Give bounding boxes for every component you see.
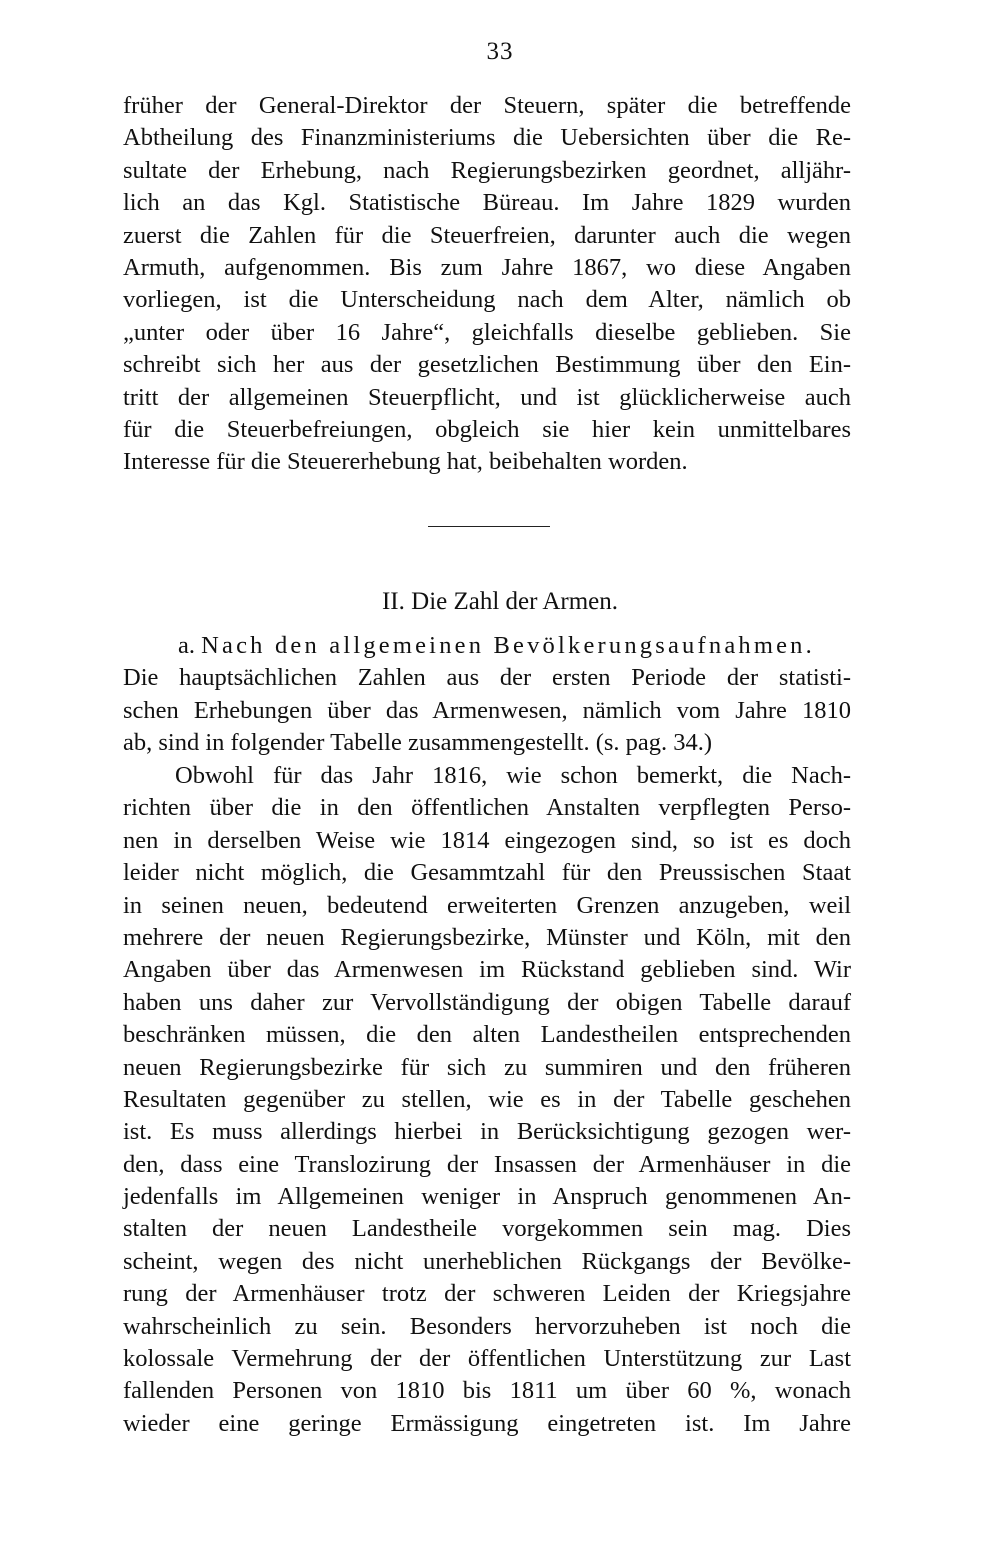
text-line: tritt der allgemeinen Steuerpflicht, und ist glücklicherweise auch [123, 383, 851, 411]
text-line: Abtheilung des Finanzministeriums die Uebersichten über die Re- [123, 124, 851, 152]
text-line: sultate der Erhebung, nach Regierungsbezirken geordnet, alljähr- [123, 156, 851, 184]
section-divider [428, 526, 550, 527]
text-line: Armuth, aufgenommen. Bis zum Jahre 1867, wo diese Angaben [123, 253, 851, 281]
text-line: kolossale Vermehrung der der öffentlichen Unterstützung zur Last [123, 1345, 851, 1373]
text-line: den, dass eine Translozirung der Insassen der Armenhäuser in die [123, 1150, 851, 1178]
subsection-heading [123, 630, 851, 662]
page-number: 33 [486, 38, 514, 65]
text-line: leider nicht möglich, die Gesammtzahl für den Preussischen Staat [123, 859, 851, 887]
paragraph-3 [123, 760, 851, 1440]
text-line: Resultaten gegenüber zu stellen, wie es in der Tabelle geschehen [123, 1085, 851, 1113]
text-line: lich an das Kgl. Statistische Büreau. Im Jahre 1829 wurden [123, 189, 851, 217]
text-line: fallenden Personen von 1810 bis 1811 um über 60 %, wonach [123, 1377, 851, 1405]
text-line: mehrere der neuen Regierungsbezirke, Münster und Köln, mit den [123, 923, 851, 951]
text-line: „unter oder über 16 Jahre“, gleichfalls dieselbe geblieben. Sie [123, 318, 851, 346]
text-line: schreibt sich her aus der gesetzlichen Bestimmung über den Ein- [123, 351, 851, 379]
text-line: stalten der neuen Landestheile vorgekommen sein mag. Dies [123, 1215, 851, 1243]
text-line: wieder eine geringe Ermässigung eingetreten ist. Im Jahre [123, 1409, 851, 1437]
text-line: beschränken müssen, die den alten Landestheilen entsprechenden [123, 1021, 851, 1049]
text-line: haben uns daher zur Vervollständigung der obigen Tabelle darauf [123, 988, 851, 1016]
text-line: für die Steuerbefreiungen, obgleich sie hier kein unmittelbares [123, 415, 851, 443]
section-heading: II. Die Zahl der Armen. [381, 588, 619, 615]
subsection [123, 630, 851, 760]
text-line: neuen Regierungsbezirke für sich zu summiren und den früheren [123, 1053, 851, 1081]
text-line: Angaben über das Armenwesen im Rückstand geblieben sind. Wir [123, 956, 851, 984]
text-line: zuerst die Zahlen für die Steuerfreien, darunter auch die wegen [123, 221, 851, 249]
text-line: in seinen neuen, bedeutend erweiterten Grenzen anzugeben, weil [123, 891, 851, 919]
paragraph-1 [123, 90, 851, 479]
text-line: nen in derselben Weise wie 1814 eingezogen sind, so ist es doch [123, 826, 851, 854]
text-line: früher der General-Direktor der Steuern, später die betreffende [123, 92, 851, 119]
text-line: wahrscheinlich zu sein. Besonders hervorzuheben ist noch die [123, 1312, 851, 1340]
text-line: Obwohl für das Jahr 1816, wie schon bemerkt, die Nach- [175, 762, 851, 789]
text-line: richten über die in den öffentlichen Anstalten verpflegten Perso- [123, 794, 851, 822]
text-line: rung der Armenhäuser trotz der schweren Leiden der Kriegsjahre [123, 1280, 851, 1308]
text-line: ist. Es muss allerdings hierbei in Berücksichtigung gezogen wer- [123, 1118, 851, 1146]
subsection-marker: a. [178, 632, 195, 659]
text-line: schen Erhebungen über das Armenwesen, nämlich vom Jahre 1810 [123, 696, 851, 724]
text-line: Die hauptsächlichen Zahlen aus der ersten Periode der statisti- [123, 664, 851, 692]
subsection-title: Nach den allgemeinen Bevölkerungsaufnahmen. [201, 632, 815, 659]
text-line: Interesse für die Steuererhebung hat, beibehalten worden. [123, 448, 688, 476]
text-line: scheint, wegen des nicht unerheblichen Rückgangs der Bevölke- [123, 1247, 851, 1275]
text-line: ab, sind in folgender Tabelle zusammengestellt. (s. pag. 34.) [123, 729, 713, 757]
text-line: vorliegen, ist die Unterscheidung nach dem Alter, nämlich ob [123, 286, 851, 314]
text-line: jedenfalls im Allgemeinen weniger in Anspruch genommenen An- [123, 1183, 851, 1211]
